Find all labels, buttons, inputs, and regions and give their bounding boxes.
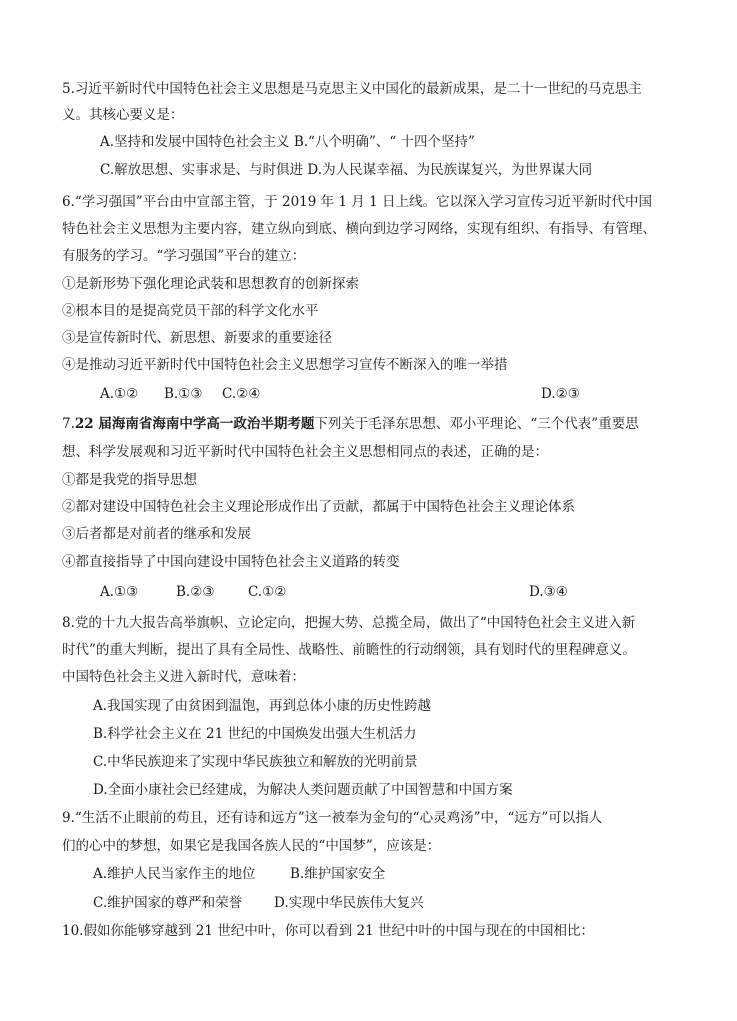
q5-stem-line-1: 5.习近平新时代中国特色社会主义思想是马克思主义中国化的最新成果，是二十一世纪的马克思主 xyxy=(62,81,642,97)
q6-item-4: ④是推动习近平新时代中国特色社会主义思想学习宣传不断深入的唯一举措 xyxy=(62,357,508,373)
q6-item-3: ③是宣传新时代、新思想、新要求的重要途径 xyxy=(62,330,332,346)
q6-option-c: C.②④ xyxy=(222,386,261,402)
q9-stem-line-1: 9.“生活不止眼前的苟且，还有诗和远方”这一被奉为金句的“心灵鸡汤”中，“远方”可以指人 xyxy=(62,810,603,826)
q6-option-b: B.①③ xyxy=(164,386,203,402)
q7-item-4: ④都直接指导了中国向建设中国特色社会主义道路的转变 xyxy=(62,554,400,570)
q5-options-ab: A.坚持和发展中国特色社会主义 B.“八个明确”、“ 十四个坚持” xyxy=(100,134,475,150)
q9-option-d: D.实现中华民族伟大复兴 xyxy=(274,895,424,911)
q9-option-a: A.维护人民当家作主的地位 xyxy=(93,866,256,882)
q8-option-d: D.全面小康社会已经建成，为解决人类问题贡献了中国智慧和中国方案 xyxy=(93,782,513,798)
q8-stem-line-3: 中国特色社会主义进入新时代，意味着： xyxy=(62,669,305,685)
q8-option-b: B.科学社会主义在 21 世纪的中国焕发出强大生机活力 xyxy=(93,726,417,742)
q9-option-b: B.维护国家安全 xyxy=(290,866,386,882)
q7-source-label: 22 届海南省海南中学高一政治半期考题 xyxy=(74,416,315,432)
q7-number: 7. xyxy=(62,416,75,432)
q7-item-1: ①都是我党的指导思想 xyxy=(62,472,197,488)
q6-option-a: A.①② xyxy=(100,386,139,402)
q6-stem-line-2: 特色社会主义思想为主要内容，建立纵向到底、横向到边学习网络，实现有组织、有指导、有管理、 xyxy=(62,221,656,237)
q8-option-c: C.中华民族迎来了实现中华民族独立和解放的光明前景 xyxy=(93,754,418,770)
q7-option-c: C.①② xyxy=(248,584,287,600)
q7-item-3: ③后者都是对前者的继承和发展 xyxy=(62,526,251,542)
q5-stem-line-2: 义。其核心要义是： xyxy=(62,107,184,123)
q7-option-a: A.①③ xyxy=(100,584,139,600)
q8-option-a: A.我国实现了由贫困到温饱，再到总体小康的历史性跨越 xyxy=(93,698,432,714)
q8-stem-line-2: 时代”的重大判断，提出了具有全局性、战略性、前瞻性的行动纲领，具有划时代的里程碑意义。 xyxy=(62,642,636,658)
q9-option-c: C.维护国家的尊严和荣誉 xyxy=(93,895,243,911)
q7-stem-line-2: 想、科学发展观和习近平新时代中国特色社会主义思想相同点的表述，正确的是： xyxy=(62,444,548,460)
q6-option-d: D.②③ xyxy=(541,386,580,402)
q7-option-d: D.③④ xyxy=(529,584,568,600)
q6-item-2: ②根本目的是提高党员干部的科学文化水平 xyxy=(62,303,319,319)
q7-option-b: B.②③ xyxy=(176,584,215,600)
q10-stem-line-1: 10.假如你能够穿越到 21 世纪中叶，你可以看到 21 世纪中叶的中国与现在的中国相比： xyxy=(62,923,594,939)
q8-stem-line-1: 8.党的十九大报告高举旗帜、立论定向，把握大势、总揽全局，做出了“中国特色社会主义进入新 xyxy=(62,615,636,631)
q5-options-cd: C.解放思想、实事求是、与时俱进 D.为人民谋幸福、为民族谋复兴，为世界谋大同 xyxy=(100,162,593,178)
q7-item-2: ②都对建设中国特色社会主义理论形成作出了贡献，都属于中国特色社会主义理论体系 xyxy=(62,499,575,515)
q6-stem-line-1: 6.“学习强国”平台由中宣部主管，于 2019 年 1 月 1 日上线。它以深入学习宣传习近平新时代中国 xyxy=(62,194,652,210)
q7-stem-line-1 xyxy=(62,414,639,434)
q6-stem-line-3: 有服务的学习。“学习强国”平台的建立： xyxy=(62,248,306,264)
q7-stem-text: 下列关于毛泽东思想、邓小平理论、“三个代表”重要思 xyxy=(314,416,639,432)
q6-item-1: ①是新形势下强化理论武装和思想教育的创新探索 xyxy=(62,276,359,292)
q9-stem-line-2: 们的心中的梦想，如果它是我国各族人民的“中国梦”，应该是： xyxy=(62,838,441,854)
